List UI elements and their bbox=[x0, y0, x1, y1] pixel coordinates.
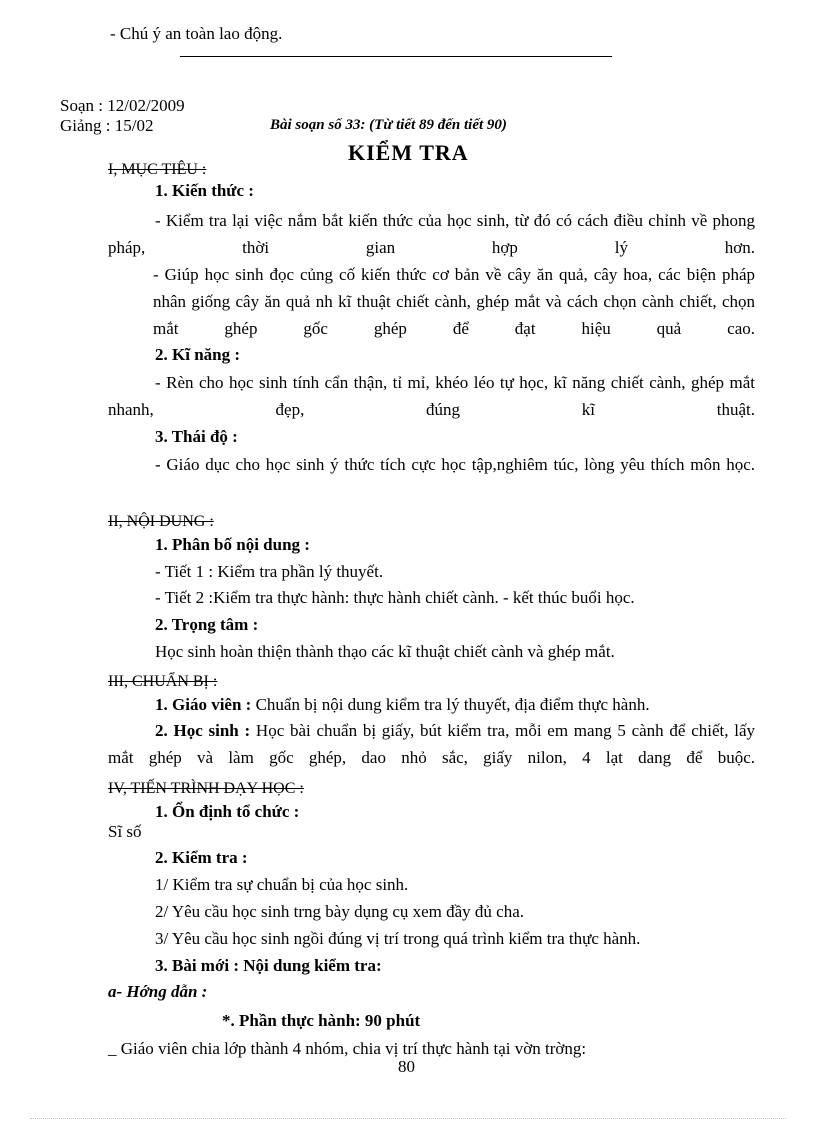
teacher-label: 1. Giáo viên : bbox=[155, 695, 252, 714]
section-heading-3: III, CHUẨN BỊ : bbox=[108, 673, 218, 690]
page-title: KIỂM TRA bbox=[348, 140, 469, 165]
section-heading-2: II, NỘI DUNG : bbox=[108, 513, 214, 530]
check-item-1: 1/ Kiểm tra sự chuẩn bị của học sinh. bbox=[155, 875, 409, 894]
check-title: 2. Kiểm tra : bbox=[155, 848, 248, 867]
focus-text: Học sinh hoàn thiện thành thạo các kĩ thuật chiết cành và ghép mắt. bbox=[155, 642, 615, 661]
distribution-title: 1. Phân bố nội dung : bbox=[155, 535, 310, 554]
student-text: Học bài chuẩn bị giấy, bút kiểm tra, mỗi em mang 5 cành để chiết, lấy mắt ghép và làm gốc ghép, dao nhỏ sắc, giấy nilon, 4 lạt dang để buộc. bbox=[108, 721, 755, 767]
skills-title: 2. Kĩ năng : bbox=[155, 345, 241, 364]
teacher-text: Chuẩn bị nội dung kiểm tra lý thuyết, địa điểm thực hành. bbox=[251, 695, 650, 714]
section-heading-1: I, MỤC TIÊU : bbox=[108, 161, 207, 178]
lesson-label: Bài soạn số 33: (Từ tiết 89 đến tiết 90) bbox=[270, 117, 507, 133]
check-item-2: 2/ Yêu cầu học sinh trng bày dụng cụ xem đầy đủ cha. bbox=[155, 902, 525, 921]
check-item-3: 3/ Yêu cầu học sinh ngồi đúng vị trí trong quá trình kiểm tra thực hành. bbox=[155, 929, 641, 948]
knowledge-title: 1. Kiến thức : bbox=[155, 181, 254, 200]
attitude-para: - Giáo dục cho học sinh ý thức tích cực học tập,nghiêm túc, lòng yêu thích môn học. bbox=[155, 455, 755, 474]
giang-date: Giảng : 15/02 bbox=[60, 116, 154, 135]
practice-title: *. Phần thực hành: 90 phút bbox=[222, 1011, 421, 1030]
top-line: - Chú ý an toàn lao động. bbox=[110, 24, 283, 43]
page-number: 80 bbox=[398, 1057, 415, 1076]
top-divider bbox=[180, 56, 612, 57]
bottom-dotted-border bbox=[30, 1118, 786, 1119]
section-heading-4: IV, TIẾN TRÌNH DẠY HỌC : bbox=[108, 780, 304, 797]
focus-title: 2. Trọng tâm : bbox=[155, 615, 259, 634]
attitude-title: 3. Thái độ : bbox=[155, 427, 238, 446]
distribution-item-2: - Tiết 2 :Kiểm tra thực hành: thực hành chiết cành. - kết thúc buổi học. bbox=[155, 588, 635, 607]
knowledge-para-1: - Kiểm tra lại việc nắm bắt kiến thức của học sinh, từ đó có cách điều chỉnh về phong pháp, thời gian hợp lý hơn. bbox=[108, 211, 755, 257]
skills-para: - Rèn cho học sinh tính cẩn thận, tỉ mỉ, khéo léo tự học, kĩ năng chiết cành, ghép mắt nhanh, đẹp, đúng kĩ thuật. bbox=[108, 373, 755, 419]
new-lesson-title: 3. Bài mới : Nội dung kiểm tra: bbox=[155, 956, 382, 975]
teacher-prep bbox=[155, 695, 650, 715]
knowledge-para-2: - Giúp học sinh đọc củng cố kiến thức cơ bản về cây ăn quả, cây hoa, các biện pháp nhân giống cây ăn quả nh kĩ thuật chiết cành, ghép mắt và cách chọn cành chiết, chọn mắt ghép gốc ghép để đạt hiệu quả cao. bbox=[153, 265, 755, 338]
distribution-item-1: - Tiết 1 : Kiểm tra phần lý thuyết. bbox=[155, 562, 384, 581]
attendance-label: Sĩ số bbox=[108, 822, 142, 841]
soan-date: Soạn : 12/02/2009 bbox=[60, 96, 185, 115]
final-line: _ Giáo viên chia lớp thành 4 nhóm, chia vị trí thực hành tại vờn trờng: bbox=[108, 1039, 587, 1058]
guidance-label: a- Hớng dẫn : bbox=[108, 982, 208, 1001]
student-label: 2. Học sinh : bbox=[155, 721, 251, 740]
organize-title: 1. Ổn định tổ chức : bbox=[155, 802, 300, 821]
